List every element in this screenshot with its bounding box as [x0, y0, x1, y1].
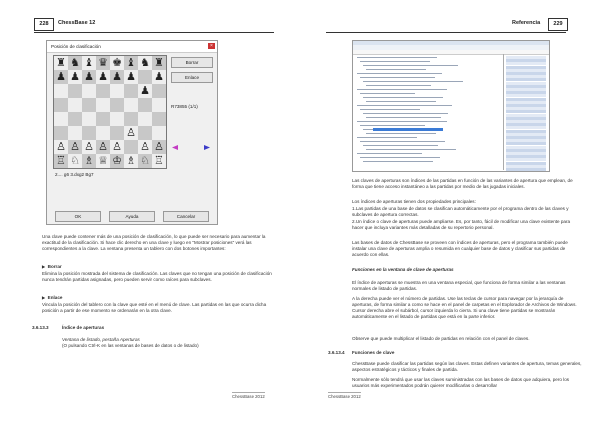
right-para-7: ChessBase puede clasificar las partidas según las claves. Estas definen variantes de apertura, temas generales, aspectos estratégicos y tácticos y finales de partida.: [352, 361, 582, 372]
tree-line: [357, 121, 447, 122]
board-square[interactable]: [124, 84, 138, 98]
tree-line: [357, 57, 437, 58]
board-square[interactable]: [110, 84, 124, 98]
right-para-6: Observe que puede multiplicar el listado de partidas en relación con el panel de claves.: [352, 336, 530, 341]
table-row[interactable]: [506, 168, 546, 171]
tree-line: [363, 145, 438, 146]
right-list-2: 2.Un índice o clave de aperturas puede ampliarse. Es, por tanto, fácil de modificar una clave existente para hacer que incluya variantes más detalladas de su repertorio personal.: [352, 219, 571, 230]
left-page-number: 228: [34, 18, 54, 31]
black-piece-icon[interactable]: ♜: [56, 56, 66, 69]
dialog-titlebar: [47, 41, 217, 53]
tree-line: [366, 85, 431, 86]
right-section-number: 3.6.13.4: [328, 350, 345, 355]
black-piece-icon[interactable]: ♟: [126, 70, 136, 83]
board-square[interactable]: [124, 98, 138, 112]
right-para-4: El índice de aperturas se muestra en una ventana especial, que funciona de forma similar a las ventanas normales de listado de partidas.: [352, 280, 566, 291]
cancel-button[interactable]: Cancelar: [163, 211, 209, 222]
board-square[interactable]: [110, 98, 124, 112]
board-square[interactable]: [82, 112, 96, 126]
board-square[interactable]: [152, 126, 166, 140]
white-piece-icon[interactable]: ♙: [70, 140, 80, 153]
right-list-1: 1.Las partidas de una base de datos se clasifican automáticamente por el programa dentro de las claves y subclaves de apertura correctas.: [352, 206, 569, 217]
tree-line: [360, 125, 425, 126]
white-piece-icon[interactable]: ♕: [98, 154, 108, 167]
right-page-number: 229: [548, 18, 568, 31]
black-piece-icon[interactable]: ♟: [98, 70, 108, 83]
triangle-icon: ▶: [42, 295, 46, 300]
left-header-title: ChessBase 12: [58, 20, 96, 26]
tree-line: [363, 65, 458, 66]
section-number: 3.6.13.3: [32, 325, 49, 330]
black-piece-icon[interactable]: ♟: [84, 70, 94, 83]
help-button[interactable]: Ayuda: [109, 211, 155, 222]
left-footer: ChessBase 2012: [232, 394, 265, 399]
board-square[interactable]: [96, 98, 110, 112]
black-piece-icon[interactable]: ♞: [70, 56, 80, 69]
right-para-8: Normalmente sólo tendrá que usar las claves suministradas con las bases de datos que adquiera, pero los usuarios más experimentados podrán quierer modificarlas o desarrollar: [352, 377, 570, 388]
board-square[interactable]: [96, 84, 110, 98]
tree-line: [366, 149, 456, 150]
tree-line: [363, 113, 448, 114]
board-square[interactable]: [138, 112, 152, 126]
tree-line: [363, 161, 433, 162]
board-square[interactable]: [54, 126, 68, 140]
board-square[interactable]: [54, 84, 68, 98]
tree-line: [360, 157, 440, 158]
delete-button[interactable]: Borrar: [171, 57, 213, 68]
intro-paragraph: Una clave puede contener más de una posición de clasificación, lo que puede ser necesario para aumentar la exactitud de la clasificación. Si hace clic derecho en una clave y luego en "Mostrar posiciones" verá las correspondientes a la clave. La ventana presenta un tablero con dos botones importantes:: [42, 234, 266, 251]
board-square[interactable]: [152, 84, 166, 98]
black-piece-icon[interactable]: ♞: [140, 56, 150, 69]
tree-line: [357, 105, 452, 106]
tree-line: [360, 109, 420, 110]
right-section-title: Funciones de clave: [352, 350, 395, 355]
board-square[interactable]: [82, 84, 96, 98]
close-icon[interactable]: ×: [208, 43, 215, 49]
board-square[interactable]: [68, 98, 82, 112]
right-para-1: Las claves de aperturas son índices de las partidas en función de las variantes de apertura que emplean, de forma que tiene acceso instantáneo a las partidas por medio de las jugadas iniciales.: [352, 178, 573, 189]
section-title: Índice de aperturas: [62, 325, 105, 330]
board-square[interactable]: [110, 112, 124, 126]
right-para-5: A la derecha puede ver el número de partidas. Use las teclas de cursor para navegar por la jerarquía de aperturas, de forma similar a como se hace en el panel de carpetas en el Explorador de Archivos de Windows. Cursor derecha abre el subárbol, cursor izquierda lo cierra. Si una clave tiene partidas se mostrarán automáticamente en el listado de partidas que está en la parte inferior.: [352, 296, 577, 319]
black-piece-icon[interactable]: ♟: [56, 70, 66, 83]
white-piece-icon[interactable]: ♔: [112, 154, 122, 167]
board-square[interactable]: [82, 98, 96, 112]
white-piece-icon[interactable]: ♙: [140, 140, 150, 153]
white-piece-icon[interactable]: ♘: [70, 154, 80, 167]
opening-key-screenshot: [352, 40, 550, 172]
white-piece-icon[interactable]: ♙: [84, 140, 94, 153]
link-button[interactable]: Enlace: [171, 72, 213, 83]
white-piece-icon[interactable]: ♙: [126, 126, 136, 139]
left-header: [34, 18, 274, 33]
black-piece-icon[interactable]: ♟: [112, 70, 122, 83]
tree-line: [357, 153, 422, 154]
right-footer: ChessBase 2012: [328, 394, 361, 399]
chess-board[interactable]: [53, 55, 167, 169]
board-square[interactable]: [110, 126, 124, 140]
tree-line: [366, 101, 436, 102]
tree-line: [366, 133, 436, 134]
white-piece-icon[interactable]: ♖: [56, 154, 66, 167]
white-piece-icon[interactable]: ♙: [98, 140, 108, 153]
white-piece-icon[interactable]: ♗: [126, 154, 136, 167]
right-para-3: Las bases de datos de ChessBase se proveen con índices de aperturas, pero el programa también puede instalar una clave de aperturas amplia o resumida en cualquier base de datos y clasificar sus partidas de acuerdo con ellas.: [352, 240, 568, 257]
position-count: R73855 (1/1): [171, 104, 198, 109]
right-header-title: Referencia: [512, 20, 541, 26]
board-square[interactable]: [96, 112, 110, 126]
dialog-title: Posición de clasificación: [51, 44, 101, 49]
board-square[interactable]: [68, 126, 82, 140]
tree-line: [357, 137, 417, 138]
tree-line: [360, 61, 430, 62]
black-piece-icon[interactable]: ♜: [154, 56, 164, 69]
white-piece-icon[interactable]: ♘: [140, 154, 150, 167]
prev-arrow-icon[interactable]: [172, 137, 178, 142]
black-piece-icon[interactable]: ♟: [140, 84, 150, 97]
black-piece-icon[interactable]: ♝: [126, 56, 136, 69]
tree-line: [366, 117, 441, 118]
tree-line: [363, 81, 463, 82]
tree-line: [363, 97, 443, 98]
board-square[interactable]: [68, 112, 82, 126]
tree-line: [360, 77, 435, 78]
borrar-heading: ▶ Borrar: [42, 264, 62, 269]
tree-line: [357, 73, 442, 74]
white-piece-icon[interactable]: ♙: [112, 140, 122, 153]
board-square[interactable]: [138, 98, 152, 112]
selected-row[interactable]: [373, 128, 443, 131]
enlace-text: Vincula la posición del tablero con la clave que esté en el menú de clave. Las partidas en las que ocurra dicha posición a partir de ese momento se ordenarán en la otra clave.: [42, 302, 267, 313]
enlace-heading: ▶ Enlace: [42, 295, 63, 300]
classification-dialog: [46, 40, 218, 225]
board-square[interactable]: [54, 98, 68, 112]
board-square[interactable]: [68, 84, 82, 98]
board-square[interactable]: [96, 126, 110, 140]
tree-line: [366, 69, 426, 70]
white-piece-icon[interactable]: ♙: [56, 140, 66, 153]
black-piece-icon[interactable]: ♝: [84, 56, 94, 69]
right-para-2: Los índices de aperturas tienen dos propiedades principales:: [352, 199, 476, 204]
board-square[interactable]: [152, 98, 166, 112]
white-piece-icon[interactable]: ♗: [84, 154, 94, 167]
tree-line: [360, 93, 415, 94]
black-piece-icon[interactable]: ♛: [98, 56, 108, 69]
black-piece-icon[interactable]: ♟: [70, 70, 80, 83]
right-subheading: Funciones en la ventana de clave de aperturas: [352, 267, 454, 272]
triangle-icon: ▶: [42, 264, 46, 269]
section-note: (O pulsando Ctrl-K en las ventanas de bases de datos o de listado): [62, 343, 199, 348]
tree-line: [357, 89, 447, 90]
borrar-text: Elimina la posición mostrada del sistema de clasificación. Las claves que no tengan una posición de clasificación nunca tendrán partidas asignadas, pero pueden servir como raíces para subclaves.: [42, 271, 272, 282]
board-square[interactable]: [54, 112, 68, 126]
section-path: Ventana de listado, pestaña Aperturas: [62, 337, 140, 342]
black-piece-icon[interactable]: ♚: [112, 56, 122, 69]
ok-button[interactable]: OK: [55, 211, 101, 222]
board-square[interactable]: [124, 112, 138, 126]
tree-line: [360, 141, 445, 142]
right-header: [326, 18, 566, 33]
next-arrow-icon[interactable]: [204, 137, 210, 142]
board-square[interactable]: [152, 112, 166, 126]
board-square[interactable]: [138, 126, 152, 140]
game-list-panel: [503, 54, 549, 170]
board-square[interactable]: [124, 140, 138, 154]
black-piece-icon[interactable]: ♟: [154, 70, 164, 83]
moves-text: 2.... g6 3.dxg2 Bg7: [55, 172, 94, 177]
board-square[interactable]: [82, 126, 96, 140]
white-piece-icon[interactable]: ♖: [154, 154, 164, 167]
board-square[interactable]: [138, 70, 152, 84]
white-piece-icon[interactable]: ♙: [154, 140, 164, 153]
